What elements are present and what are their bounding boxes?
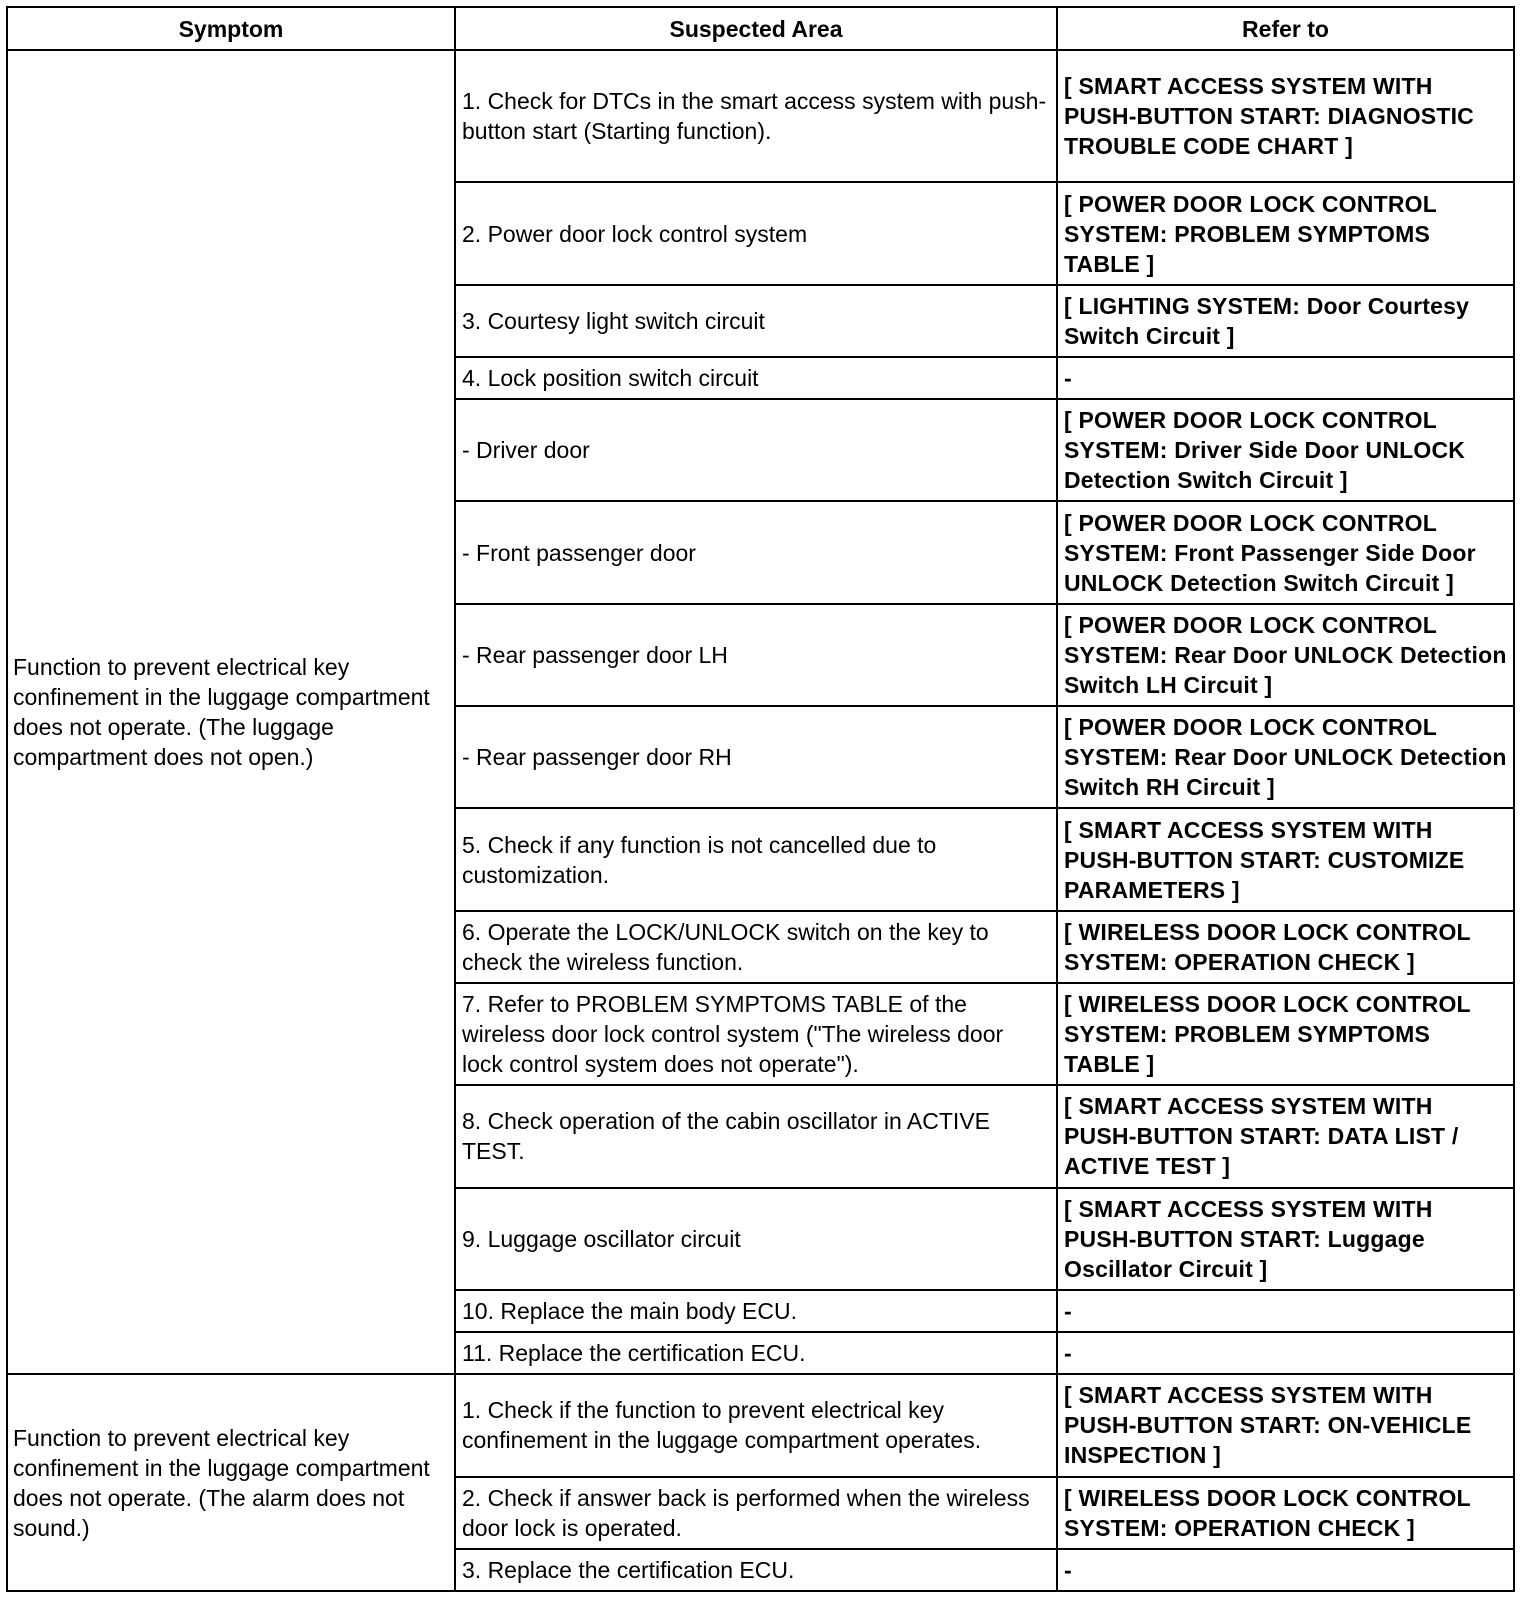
refer-to-cell: [ POWER DOOR LOCK CONTROL SYSTEM: PROBLEM SYMPTOMS TABLE ] (1057, 182, 1514, 284)
suspected-area-cell: 2. Power door lock control system (455, 182, 1057, 284)
refer-to-cell: - (1057, 1290, 1514, 1332)
refer-to-cell: [ SMART ACCESS SYSTEM WITH PUSH-BUTTON START: ON-VEHICLE INSPECTION ] (1057, 1374, 1514, 1476)
suspected-area-cell: 2. Check if answer back is performed when the wireless door lock is operated. (455, 1477, 1057, 1549)
symptom-cell: Function to prevent electrical key confinement in the luggage compartment does not operate. (The alarm does not sound.) (7, 1374, 455, 1591)
suspected-area-cell: - Driver door (455, 399, 1057, 501)
refer-to-cell: [ SMART ACCESS SYSTEM WITH PUSH-BUTTON START: DIAGNOSTIC TROUBLE CODE CHART ] (1057, 50, 1514, 182)
suspected-area-cell: - Rear passenger door RH (455, 706, 1057, 808)
refer-to-cell: - (1057, 357, 1514, 399)
header-suspected-area: Suspected Area (455, 7, 1057, 50)
header-symptom: Symptom (7, 7, 455, 50)
suspected-area-cell: - Rear passenger door LH (455, 604, 1057, 706)
refer-to-cell: [ POWER DOOR LOCK CONTROL SYSTEM: Rear Door UNLOCK Detection Switch RH Circuit ] (1057, 706, 1514, 808)
suspected-area-cell: 3. Replace the certification ECU. (455, 1549, 1057, 1591)
table-row (7, 1374, 1514, 1476)
refer-to-cell: [ WIRELESS DOOR LOCK CONTROL SYSTEM: PROBLEM SYMPTOMS TABLE ] (1057, 983, 1514, 1085)
suspected-area-cell: 8. Check operation of the cabin oscillator in ACTIVE TEST. (455, 1085, 1057, 1187)
refer-to-cell: [ SMART ACCESS SYSTEM WITH PUSH-BUTTON START: DATA LIST / ACTIVE TEST ] (1057, 1085, 1514, 1187)
refer-to-cell: [ SMART ACCESS SYSTEM WITH PUSH-BUTTON START: Luggage Oscillator Circuit ] (1057, 1188, 1514, 1290)
suspected-area-cell: 9. Luggage oscillator circuit (455, 1188, 1057, 1290)
table-row (7, 50, 1514, 182)
symptom-table (6, 6, 1515, 1592)
refer-to-cell: [ WIRELESS DOOR LOCK CONTROL SYSTEM: OPERATION CHECK ] (1057, 1477, 1514, 1549)
refer-to-cell: [ POWER DOOR LOCK CONTROL SYSTEM: Driver Side Door UNLOCK Detection Switch Circuit ] (1057, 399, 1514, 501)
refer-to-cell: [ POWER DOOR LOCK CONTROL SYSTEM: Front Passenger Side Door UNLOCK Detection Switch Circuit ] (1057, 501, 1514, 603)
header-refer-to: Refer to (1057, 7, 1514, 50)
refer-to-cell: [ WIRELESS DOOR LOCK CONTROL SYSTEM: OPERATION CHECK ] (1057, 911, 1514, 983)
suspected-area-cell: 1. Check if the function to prevent electrical key confinement in the luggage compartment operates. (455, 1374, 1057, 1476)
suspected-area-cell: 3. Courtesy light switch circuit (455, 285, 1057, 357)
suspected-area-cell: 5. Check if any function is not cancelled due to customization. (455, 808, 1057, 910)
refer-to-cell: [ SMART ACCESS SYSTEM WITH PUSH-BUTTON START: CUSTOMIZE PARAMETERS ] (1057, 808, 1514, 910)
suspected-area-cell: 4. Lock position switch circuit (455, 357, 1057, 399)
refer-to-cell: [ LIGHTING SYSTEM: Door Courtesy Switch Circuit ] (1057, 285, 1514, 357)
suspected-area-cell: - Front passenger door (455, 501, 1057, 603)
suspected-area-cell: 10. Replace the main body ECU. (455, 1290, 1057, 1332)
suspected-area-cell: 1. Check for DTCs in the smart access system with push-button start (Starting function). (455, 50, 1057, 182)
suspected-area-cell: 7. Refer to PROBLEM SYMPTOMS TABLE of the wireless door lock control system ("The wireless door lock control system does not operate"). (455, 983, 1057, 1085)
suspected-area-cell: 6. Operate the LOCK/UNLOCK switch on the key to check the wireless function. (455, 911, 1057, 983)
symptom-cell: Function to prevent electrical key confinement in the luggage compartment does not operate. (The luggage compartment does not open.) (7, 50, 455, 1374)
suspected-area-cell: 11. Replace the certification ECU. (455, 1332, 1057, 1374)
header-row (7, 7, 1514, 50)
refer-to-cell: - (1057, 1549, 1514, 1591)
refer-to-cell: - (1057, 1332, 1514, 1374)
refer-to-cell: [ POWER DOOR LOCK CONTROL SYSTEM: Rear Door UNLOCK Detection Switch LH Circuit ] (1057, 604, 1514, 706)
